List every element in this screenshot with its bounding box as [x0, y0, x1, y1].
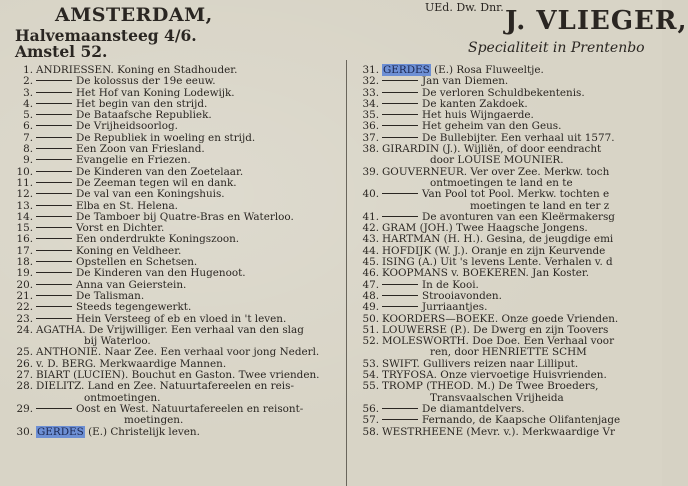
- entry-title: Koning en Veldheer.: [76, 244, 182, 257]
- entry-number: 26.: [16, 357, 33, 370]
- ditto-dash: [36, 80, 72, 81]
- entry-title: De Vrijheidsoorlog.: [76, 120, 178, 133]
- entry-title: Strooiavonden.: [422, 289, 502, 302]
- entry-number: 1.: [23, 64, 33, 76]
- entry-author: GOUVERNEUR.: [382, 165, 471, 178]
- ditto-dash: [382, 408, 418, 409]
- ditto-dash: [36, 261, 72, 262]
- entry-title: Onze goede Vrienden.: [501, 312, 619, 325]
- entry-author: GIRARDIN (J.).: [382, 143, 464, 156]
- entry-title: Elba en St. Helena.: [76, 199, 178, 212]
- entry-title: De Kinderen van den Zoetelaar.: [76, 165, 244, 178]
- entry-title: Een Zoon van Friesland.: [76, 143, 205, 156]
- entry-number: 42.: [362, 222, 379, 235]
- ditto-dash: [36, 227, 72, 228]
- entry-continuation: door LOUISE MOUNIER.: [430, 154, 564, 167]
- entry-title: De Zeeman tegen wil en dank.: [76, 176, 237, 189]
- entry-title: Land en Zee. Natuurtafereelen en reis-: [87, 380, 294, 393]
- book-entry: [350, 427, 680, 438]
- entry-number: 12.: [16, 188, 33, 201]
- ditto-dash: [36, 125, 72, 126]
- ditto-dash: [36, 92, 72, 93]
- book-entry: [4, 427, 346, 438]
- entry-author: DIELITZ.: [36, 380, 88, 393]
- entry-number: 29.: [16, 402, 33, 415]
- entry-title: Jurriaantjes.: [422, 301, 488, 314]
- ditto-dash: [36, 148, 72, 149]
- book-entry: [350, 280, 680, 291]
- entry-title: Gullivers reizen naar Lilliput.: [423, 357, 579, 370]
- ditto-dash: [382, 125, 418, 126]
- entry-title: Merkwaardige Mannen.: [99, 357, 227, 370]
- column-divider: [346, 60, 347, 486]
- entry-number: 55.: [362, 380, 379, 393]
- entry-title: Opstellen en Schetsen.: [76, 256, 198, 269]
- entry-number: 46.: [362, 267, 379, 280]
- book-entry: [4, 212, 346, 223]
- entry-author: HARTMAN (H. H.).: [382, 233, 487, 246]
- ditto-dash: [382, 103, 418, 104]
- entry-number: 41.: [362, 210, 379, 223]
- entry-number: 48.: [362, 289, 379, 302]
- entry-number: 58.: [362, 425, 379, 438]
- entry-number: 34.: [362, 97, 379, 110]
- entry-number: 25.: [16, 346, 33, 359]
- entry-author: ISING (A.): [382, 256, 441, 269]
- entry-title: De Tamboer bij Quatre-Bras en Waterloo.: [76, 210, 294, 223]
- entry-title: Het Hof van Koning Lodewijk.: [76, 86, 235, 99]
- entry-number: 49.: [362, 301, 379, 314]
- entry-number: 7.: [23, 131, 33, 144]
- address-line-1: Halvemaansteeg 4/6.: [15, 26, 197, 45]
- entry-title: Een onderdrukte Koningszoon.: [76, 233, 240, 246]
- ditto-dash: [36, 193, 72, 194]
- book-entry: [350, 65, 680, 76]
- entry-number: 38.: [362, 143, 379, 156]
- entry-title: Merkwaardige Vr: [522, 425, 615, 438]
- entry-title: Naar Zee. Een verhaal voor jong Nederl.: [104, 346, 320, 359]
- ditto-dash: [36, 216, 72, 217]
- book-entry: [350, 291, 680, 302]
- ditto-dash: [36, 137, 72, 138]
- entry-number: 9.: [23, 154, 33, 167]
- entry-author: KOOPMANS v. BOEKEREN.: [382, 267, 533, 280]
- entry-title: Twee Haagsche Jongens.: [456, 222, 588, 235]
- entry-number: 45.: [362, 256, 379, 269]
- entry-number: 11.: [16, 176, 33, 189]
- entry-title: Vorst en Dichter.: [76, 222, 165, 235]
- entry-number: 8.: [23, 143, 33, 156]
- entry-author: BIART (LUCIEN).: [36, 369, 132, 382]
- entry-number: 4.: [23, 97, 33, 110]
- entry-number: 16.: [16, 233, 33, 246]
- entry-number: 20.: [16, 278, 33, 291]
- entry-number: 39.: [362, 165, 379, 178]
- entry-number: 24.: [16, 323, 33, 336]
- entry-title: De Republiek in woeling en strijd.: [76, 131, 256, 144]
- entry-number: 40.: [362, 188, 379, 201]
- ditto-dash: [382, 193, 418, 194]
- entry-title: De val van een Koningshuis.: [76, 188, 225, 201]
- entry-number: 35.: [362, 109, 379, 122]
- entry-number: 37.: [362, 131, 379, 144]
- address-line-2: Amstel 52.: [15, 42, 108, 61]
- entry-title: Koning en Stadhouder.: [117, 64, 238, 76]
- entry-author: HOFDIJK (W. J.).: [382, 244, 472, 257]
- entry-title: Jan van Diemen.: [422, 75, 509, 88]
- entry-number: 6.: [23, 120, 33, 133]
- entry-title: Hein Versteeg of eb en vloed in 't leven.: [76, 312, 287, 325]
- entry-continuation: bij Waterloo.: [84, 335, 151, 348]
- entry-number: 13.: [16, 199, 33, 212]
- entry-title: Ver over Zee. Merkw. toch: [470, 165, 610, 178]
- entry-continuation: moetingen te land en ter z: [470, 199, 610, 212]
- entry-number: 50.: [362, 312, 379, 325]
- ditto-dash: [382, 114, 418, 115]
- entry-title: (E.) Christelijk leven.: [88, 425, 200, 438]
- entry-number: 57.: [362, 414, 379, 427]
- entry-title: Uit 's levens Lente. Verhalen v. d: [440, 256, 613, 269]
- entry-number: 56.: [362, 402, 379, 415]
- entry-title: Oranje en zijn Keurvende: [471, 244, 606, 257]
- entry-number: 23.: [16, 312, 33, 325]
- entry-title: Jan Koster.: [532, 267, 590, 280]
- ditto-dash: [36, 103, 72, 104]
- left-book-list: [4, 65, 346, 438]
- ditto-dash: [382, 80, 418, 81]
- ditto-dash: [36, 295, 72, 296]
- entry-title: Fernando, de Kaapsche Olifantenjage: [422, 414, 621, 427]
- entry-title: De Bullebijter. Een verhaal uit 1577.: [422, 131, 615, 144]
- ditto-dash: [382, 137, 418, 138]
- entry-title: De diamantdelvers.: [422, 402, 525, 415]
- entry-number: 44.: [362, 244, 379, 257]
- entry-number: 2.: [23, 75, 33, 88]
- entry-title: De avonturen van een Kleërmakersg: [422, 210, 615, 223]
- ditto-dash: [36, 171, 72, 172]
- entry-number: 31.: [362, 64, 379, 76]
- salutation-abbrev: UEd. Dw. Dnr.: [425, 1, 504, 14]
- book-entry: [4, 404, 346, 427]
- entry-continuation: Transvaalschen Vrijheida: [430, 391, 564, 404]
- ditto-dash: [382, 419, 418, 420]
- entry-author: AGATHA.: [36, 323, 89, 336]
- entry-number: 22.: [16, 301, 33, 314]
- entry-number: 51.: [362, 323, 379, 336]
- entry-number: 14.: [16, 210, 33, 223]
- ditto-dash: [382, 92, 418, 93]
- entry-title: (E.) Rosa Fluweeltje.: [434, 64, 544, 76]
- entry-title: De Bataafsche Republiek.: [76, 109, 212, 122]
- entry-title: Gesina, de jeugdige emi: [486, 233, 614, 246]
- entry-number: 27.: [16, 369, 33, 382]
- ditto-dash: [36, 114, 72, 115]
- entry-title: Evangelie en Friezen.: [76, 154, 191, 167]
- entry-author: v. D. BERG.: [36, 357, 100, 370]
- entry-title: In de Kooi.: [422, 278, 479, 291]
- highlighted-author: GERDES: [383, 64, 430, 76]
- entry-author: MOLESWORTH.: [382, 335, 473, 348]
- ditto-dash: [36, 238, 72, 239]
- ditto-dash: [36, 250, 72, 251]
- highlighted-author: GERDES: [37, 425, 84, 438]
- entry-author: TROMP (THEOD. M.): [382, 380, 499, 393]
- entry-title: Het huis Wijngaerde.: [422, 109, 534, 122]
- entry-number: 21.: [16, 289, 33, 302]
- entry-title: Steeds tegengewerkt.: [76, 301, 192, 314]
- entry-continuation: ontmoetingen te land en te: [430, 176, 573, 189]
- book-entry: [350, 336, 680, 359]
- entry-title: De kolossus der 19e eeuw.: [76, 75, 216, 88]
- entry-number: 5.: [23, 109, 33, 122]
- entry-number: 18.: [16, 256, 33, 269]
- entry-author: LOUWERSE (P.).: [382, 323, 474, 336]
- entry-number: 19.: [16, 267, 33, 280]
- book-entry: [350, 167, 680, 190]
- book-entry: [350, 189, 680, 212]
- entry-number: 53.: [362, 357, 379, 370]
- entry-author: ANTHONIE.: [36, 346, 105, 359]
- book-entry: [4, 325, 346, 348]
- book-entry: [350, 144, 680, 167]
- ditto-dash: [382, 284, 418, 285]
- entry-title: Doe Doe. Een Verhaal voor: [472, 335, 615, 348]
- entry-number: 10.: [16, 165, 33, 178]
- ditto-dash: [382, 295, 418, 296]
- entry-title: De Dwerg en zijn Toovers: [473, 323, 609, 336]
- ditto-dash: [36, 182, 72, 183]
- right-book-list: [350, 65, 680, 438]
- entry-number: 47.: [362, 278, 379, 291]
- entry-title: Het geheim van den Geus.: [422, 120, 562, 133]
- entry-continuation: moetingen.: [124, 414, 184, 427]
- entry-number: 36.: [362, 120, 379, 133]
- specialty-line: Specialiteit in Prentenbo: [468, 40, 645, 56]
- book-entry: [4, 280, 346, 291]
- ditto-dash: [36, 284, 72, 285]
- ditto-dash: [36, 408, 72, 409]
- entry-title: De verloren Schuldbekentenis.: [422, 86, 585, 99]
- entry-author: TRYFOSA.: [382, 369, 441, 382]
- entry-title: De kanten Zakdoek.: [422, 97, 528, 110]
- entry-title: Wijliën, of door eendracht: [463, 143, 602, 156]
- entry-title: Anna van Geierstein.: [76, 278, 187, 291]
- entry-number: 54.: [362, 369, 379, 382]
- entry-author: ANDRIESSEN.: [36, 64, 118, 76]
- ditto-dash: [36, 159, 72, 160]
- entry-title: Onze viervoetige Huisvrienden.: [440, 369, 607, 382]
- entry-number: 33.: [362, 86, 379, 99]
- publisher-name: J. VLIEGER,: [505, 6, 688, 36]
- book-entry: [350, 381, 680, 404]
- city-heading: AMSTERDAM,: [55, 4, 213, 26]
- ditto-dash: [36, 306, 72, 307]
- entry-number: 52.: [362, 335, 379, 348]
- book-entry: [4, 381, 346, 404]
- entry-title: De Twee Broeders,: [498, 380, 599, 393]
- entry-number: 30.: [16, 425, 33, 438]
- entry-title: Bouchut en Gaston. Twee vrienden.: [131, 369, 320, 382]
- entry-author: WESTRHEENE (Mevr. v.).: [382, 425, 523, 438]
- entry-title: De Talisman.: [76, 289, 145, 302]
- entry-number: 28.: [16, 380, 33, 393]
- ditto-dash: [36, 318, 72, 319]
- entry-title: Van Pool tot Pool. Merkw. tochten e: [422, 188, 610, 201]
- entry-title: De Kinderen van den Hugenoot.: [76, 267, 246, 280]
- entry-continuation: ren, door HENRIETTE SCHM: [430, 346, 587, 359]
- ditto-dash: [36, 205, 72, 206]
- entry-title: Het begin van den strijd.: [76, 97, 208, 110]
- entry-title: De Vrijwilliger. Een verhaal van den slag: [88, 323, 304, 336]
- entry-title: Oost en West. Natuurtafereelen en reisont-: [76, 402, 304, 415]
- entry-author: KOORDERS—BOEKE.: [382, 312, 502, 325]
- entry-number: 43.: [362, 233, 379, 246]
- ditto-dash: [382, 306, 418, 307]
- ditto-dash: [36, 272, 72, 273]
- entry-number: 17.: [16, 244, 33, 257]
- ditto-dash: [382, 216, 418, 217]
- entry-number: 32.: [362, 75, 379, 88]
- entry-number: 15.: [16, 222, 33, 235]
- entry-number: 3.: [23, 86, 33, 99]
- entry-author: SWIFT.: [382, 357, 424, 370]
- entry-continuation: ontmoetingen.: [84, 391, 161, 404]
- entry-author: GRAM (JOH.): [382, 222, 457, 235]
- book-entry: [350, 268, 680, 279]
